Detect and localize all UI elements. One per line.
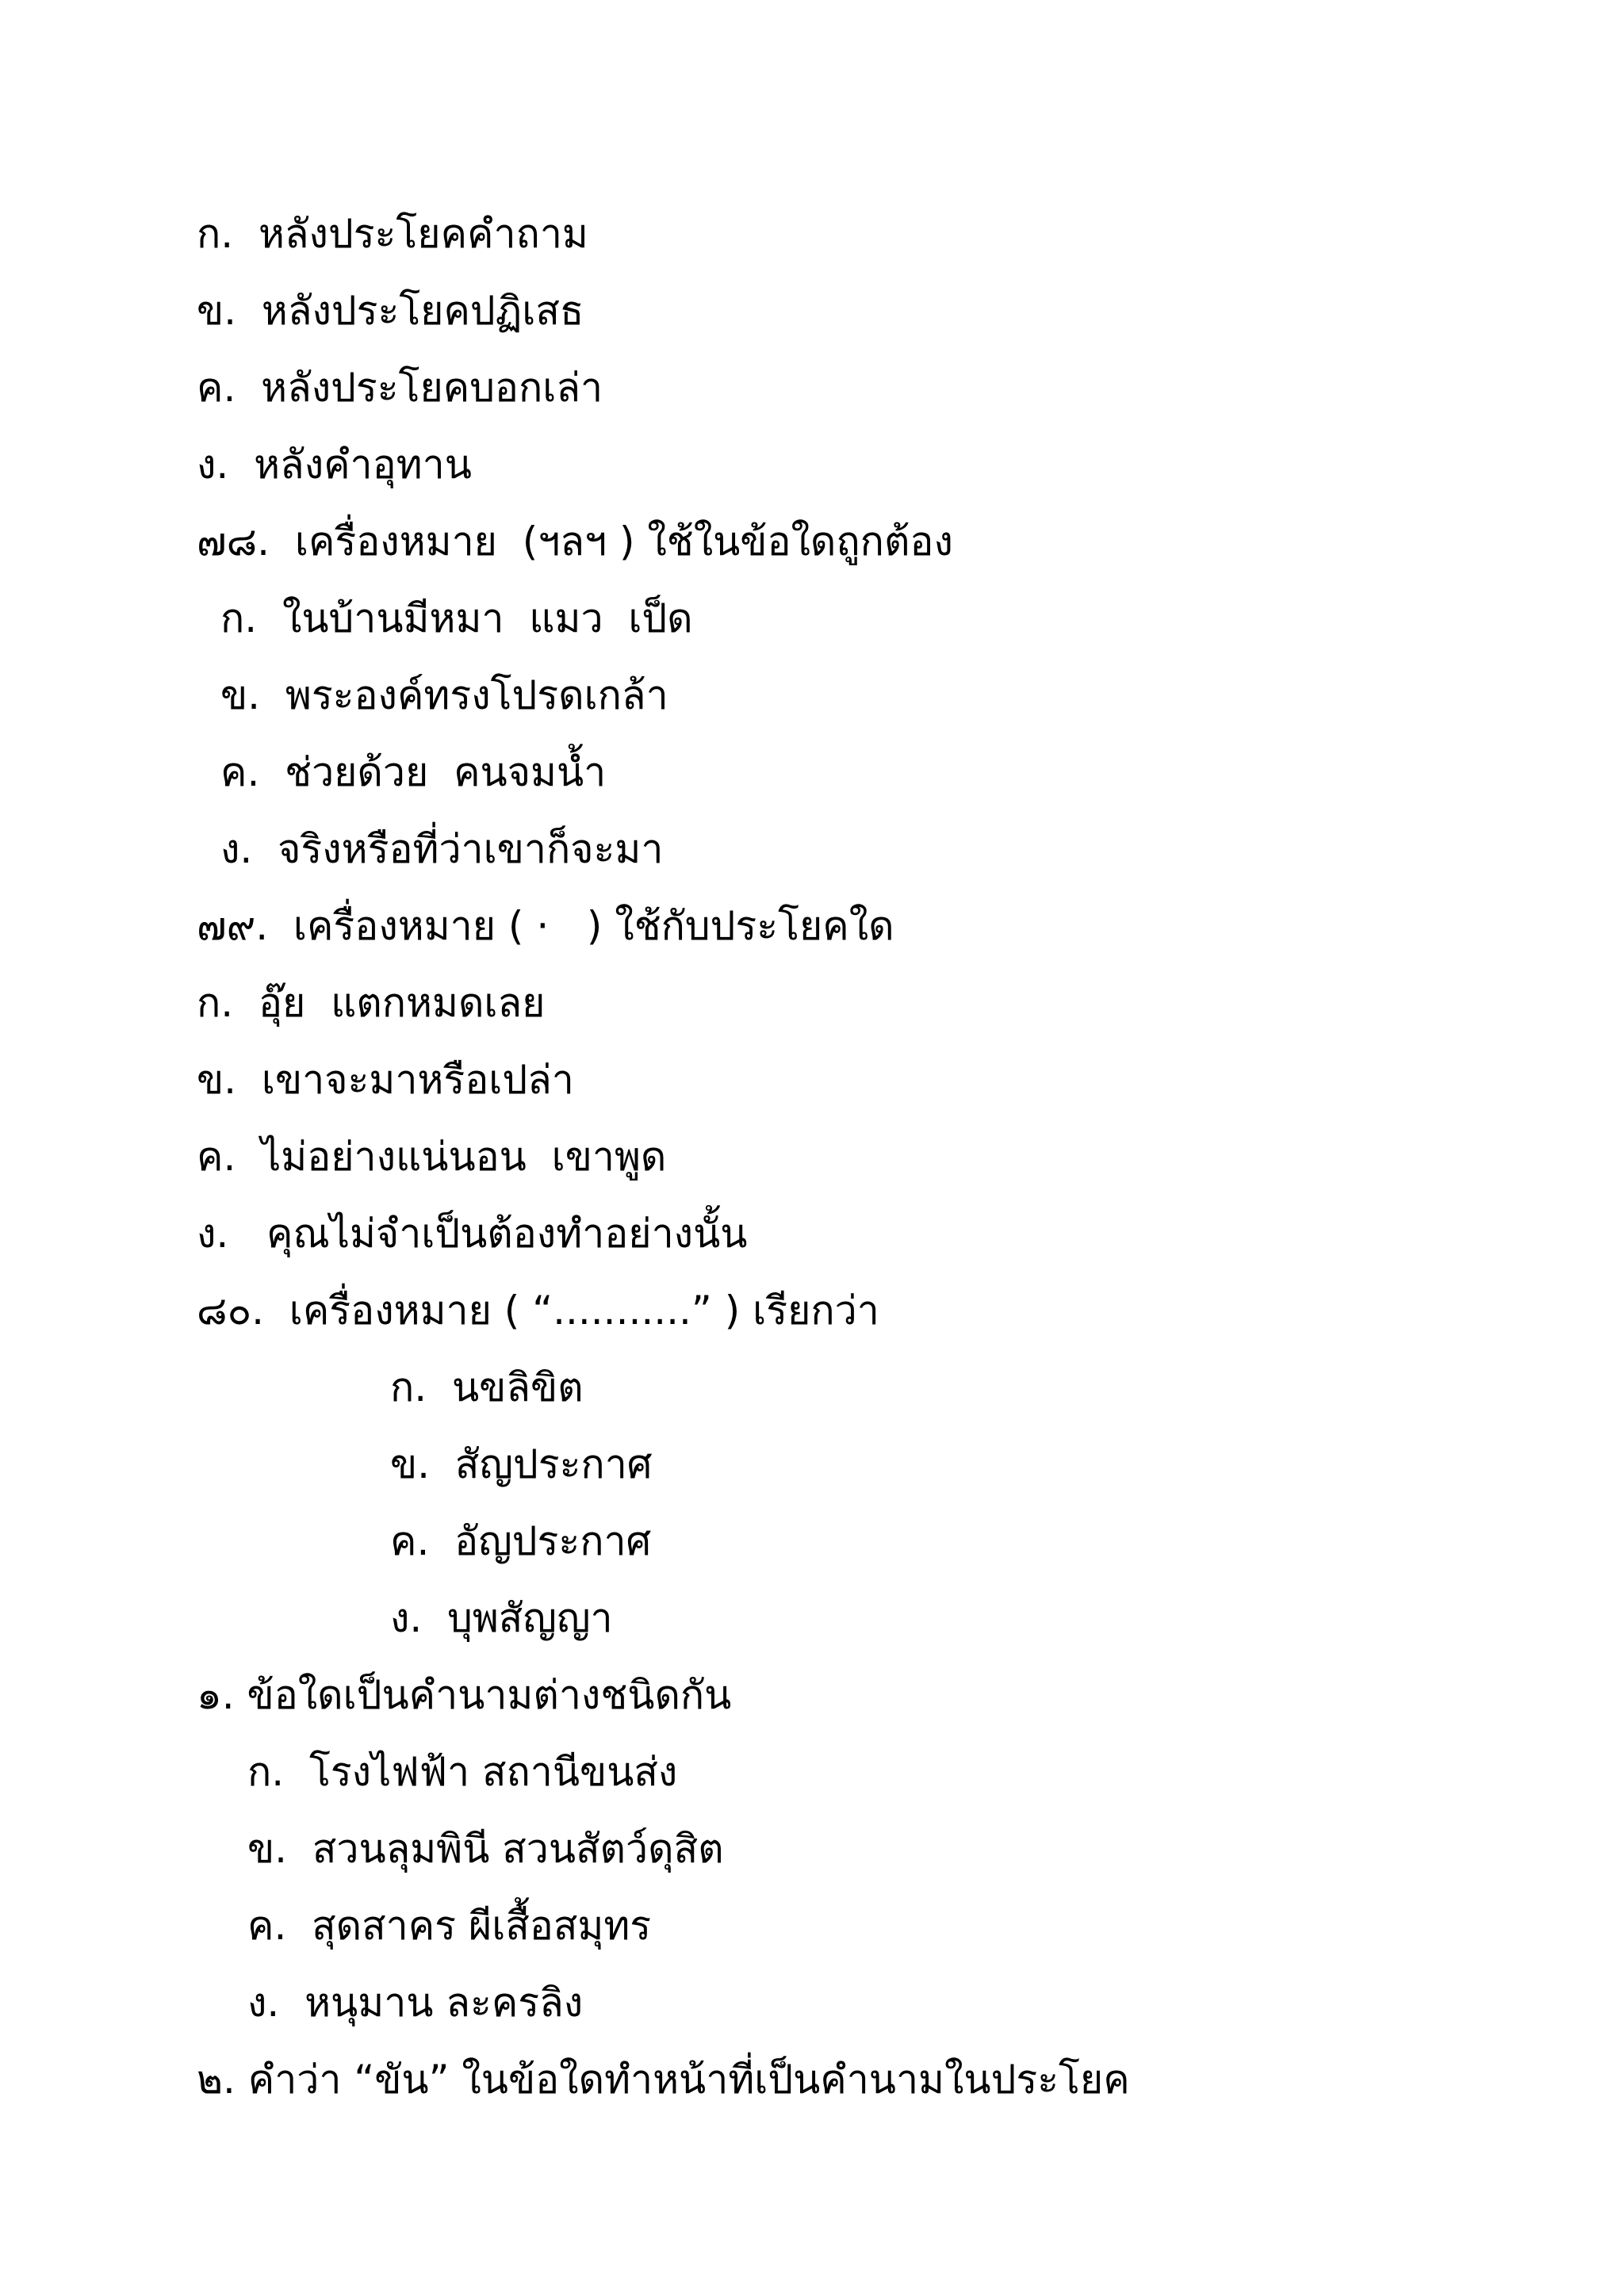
- text-line: ข. หลังประโยคปฏิเสธ: [197, 288, 584, 334]
- text-line: ข. เขาจะมาหรือเปล่า: [197, 1057, 574, 1103]
- text-line: ก. หลังประโยคคำถาม: [197, 211, 588, 257]
- text-line: ก. นขลิขิต: [390, 1364, 584, 1410]
- text-line: ข. พระองค์ทรงโปรดเกล้า: [220, 672, 668, 718]
- text-line: ค. ไม่อย่างแน่นอน เขาพูด: [197, 1134, 667, 1180]
- text-line: ข. สวนลุมพินี สวนสัตว์ดุสิต: [247, 1826, 724, 1872]
- text-line: ๗๘. เครื่องหมาย (ฯลฯ ) ใช้ในข้อใดถูกต้อง: [197, 519, 953, 564]
- text-line: ง. บุพสัญญา: [390, 1595, 613, 1641]
- text-line: ง. หนุมาน ละครลิง: [247, 1980, 584, 2026]
- text-line: ข. สัญประกาศ: [390, 1441, 653, 1487]
- text-line: ๒. คำว่า “ขัน” ในข้อใดทำหน้าที่เป็นคำนามในประโยค: [197, 2057, 1130, 2103]
- text-line: ก. ในบ้านมีหมา แมว เป็ด: [220, 595, 693, 641]
- text-line: ค. สุดสาคร ผีเสื้อสมุทร: [247, 1903, 652, 1949]
- text-line: ๘๐. เครื่องหมาย ( “...........” ) เรียกว่า: [197, 1288, 879, 1334]
- text-line: ๑. ข้อใดเป็นคำนามต่างชนิดกัน: [197, 1672, 732, 1718]
- text-line: ค. หลังประโยคบอกเล่า: [197, 365, 603, 411]
- text-line: ง. คุณไม่จำเป็นต้องทำอย่างนั้น: [197, 1211, 748, 1257]
- text-line: ง. หลังคำอุทาน: [197, 442, 472, 488]
- text-line: ค. อัญประกาศ: [390, 1518, 652, 1564]
- text-line: ค. ช่วยด้วย คนจมน้ำ: [220, 749, 607, 795]
- text-line: ก. โรงไฟฟ้า สถานีขนส่ง: [247, 1749, 678, 1795]
- text-line: ๗๙. เครื่องหมาย ( · ) ใช้กับประโยคใด: [197, 903, 894, 949]
- text-line: ง. จริงหรือที่ว่าเขาก็จะมา: [220, 826, 664, 872]
- text-line: ก. อุ๊ย แตกหมดเลย: [197, 980, 546, 1026]
